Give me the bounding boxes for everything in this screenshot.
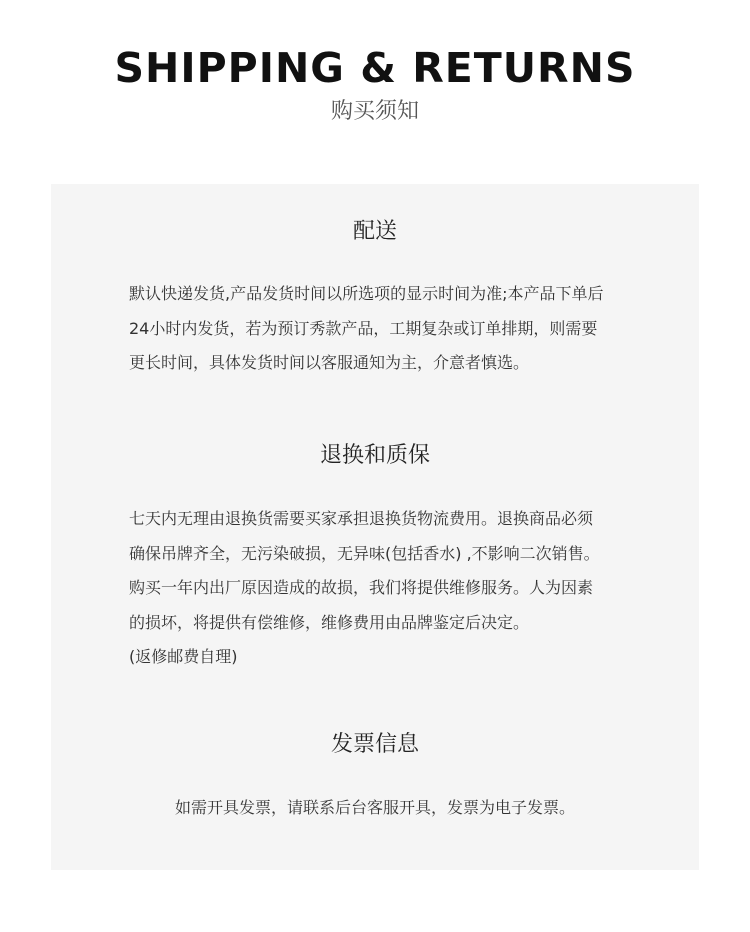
page-subtitle: 购买须知 (330, 99, 419, 124)
returns-line: 七天内无理由退换货需要买家承担退换货物流费用。退换商品必须 (129, 509, 594, 528)
returns-line: 确保吊牌齐全，无污染破损，无异味(包括香水) ,不影响二次销售。 (129, 543, 600, 563)
invoice-text: 如需开具发票，请联系后台客服开具，发票为电子发票。 (174, 798, 575, 817)
shipping-line: 24小时内发货，若为预订秀款产品，工期复杂或订单排期，则需要 (129, 318, 598, 338)
returns-line: 的损坏，将提供有偿维修，维修费用由品牌鉴定后决定。 (129, 612, 530, 632)
shipping-line: 默认快递发货,产品发货时间以所选项的显示时间为准;本产品下单后 (129, 284, 604, 303)
returns-line: 购买一年内出厂原因造成的故损，我们将提供维修服务。人为因素 (129, 578, 594, 597)
returns-line: (返修邮费自理) (129, 647, 238, 666)
info-panel (51, 184, 699, 870)
shipping-line: 更长时间，具体发货时间以客服通知为主，介意者慎选。 (129, 353, 530, 372)
shipping-text (129, 277, 629, 381)
page-title: SHIPPING & RETURNS (114, 44, 636, 92)
section-title-shipping: 配送 (352, 219, 397, 244)
returns-text (129, 502, 629, 675)
section-title-returns: 退换和质保 (319, 443, 430, 468)
section-title-invoice: 发票信息 (330, 732, 419, 757)
